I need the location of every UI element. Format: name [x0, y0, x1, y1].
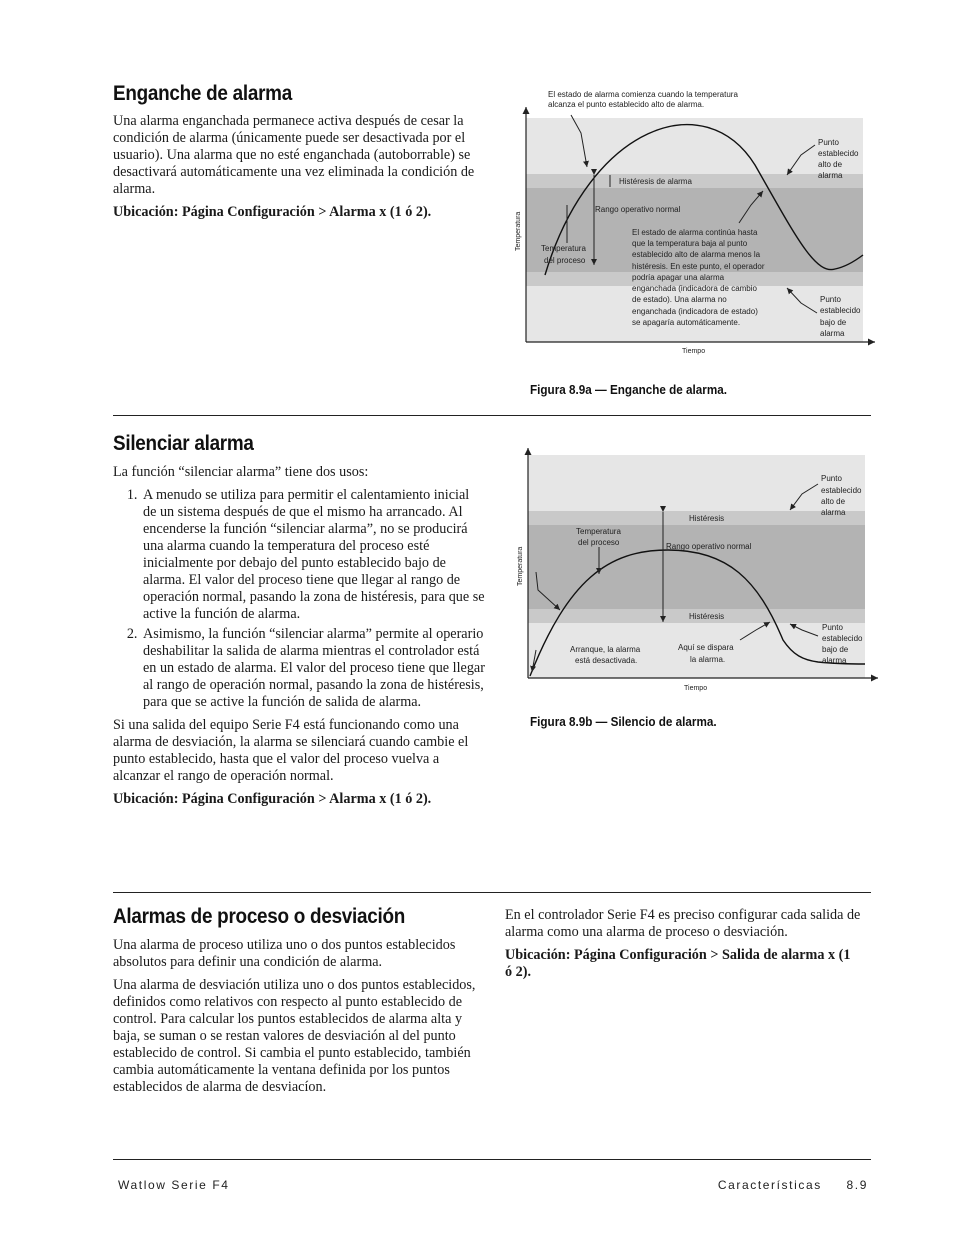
fig2-low-sp-1: Punto — [822, 623, 843, 632]
fig2-startup-2: está desactivada. — [575, 656, 638, 665]
fig2-y-label: Temperatura — [517, 546, 524, 586]
divider-1 — [113, 415, 871, 416]
fig1-high-sp-2: establecido — [818, 149, 859, 158]
fig1-high-sp-4: alarma — [818, 171, 843, 180]
footer-right: Características 8.9 — [717, 1178, 868, 1192]
fig1-process-temp-2: del proceso — [544, 256, 586, 265]
fig2-lower-hysteresis-label: Histéresis — [689, 612, 725, 621]
fig1-note-mid-9: se apagaría automáticamente. — [632, 318, 741, 327]
fig2-startup-1: Arranque, la alarma — [570, 645, 641, 654]
fig1-note-mid-8: enganchada (indicadora de estado) — [632, 307, 758, 316]
fig1-y-label: Temperatura — [515, 211, 522, 251]
fig1-note-mid-7: de estado). Una alarma no — [632, 295, 727, 304]
figure-silence-alarm — [508, 440, 886, 696]
fig2-high-sp-4: alarma — [821, 508, 846, 517]
section3-right-text — [505, 907, 861, 987]
figure2-caption: Figura 8.9b — Silencio de alarma. — [530, 714, 717, 729]
section-title-enganche: Enganche de alarma — [113, 82, 292, 105]
fig1-note-mid-3: establecido alto de alarma menos la — [632, 250, 761, 259]
fig2-process-temp-2: del proceso — [578, 538, 620, 547]
footer-left: Watlow Serie F4 — [118, 1178, 230, 1192]
fig1-low-sp-4: alarma — [820, 329, 845, 338]
fig2-high-sp-3: alto de — [821, 497, 846, 506]
fig1-hysteresis-band — [526, 174, 863, 188]
section2-body: Si una salida del equipo Serie F4 está funcionando como una alarma de desviación, la alarma se silenciará cuando cambie el punto establecido, hasta que el valor del proceso vuelva a alcanzar el rango de operación normal. — [113, 717, 469, 784]
section3-left-text — [113, 937, 478, 1102]
fig1-note-mid-1: El estado de alarma continúa hasta — [632, 228, 758, 237]
footer-divider — [113, 1159, 871, 1160]
fig1-x-label: Tiempo — [682, 348, 706, 355]
fig2-process-temp-1: Temperatura — [576, 527, 621, 536]
fig1-process-temp-1: Temperatura — [541, 244, 586, 253]
fig1-low-sp-1: Punto — [820, 295, 841, 304]
section3-location: Ubicación: Página Configuración > Salida de alarma x (1 ó 2). — [505, 947, 851, 980]
section2-list — [113, 487, 485, 711]
section1-location: Ubicación: Página Configuración > Alarma x (1 ó 2). — [113, 204, 432, 220]
fig1-high-sp-1: Punto — [818, 138, 839, 147]
fig2-trigger-2: la alarma. — [690, 655, 726, 664]
fig1-note-mid-4: histéresis. En este punto, el operador — [632, 262, 765, 271]
fig1-low-sp-2: establecido — [820, 306, 861, 315]
fig2-low-sp-4: alarma — [822, 656, 847, 665]
section2-text — [113, 464, 485, 814]
section3-p3: En el controlador Serie F4 es preciso configurar cada salida de alarma como una alarma de proceso o desviación. — [505, 907, 861, 940]
fig1-note-mid-6: enganchada (indicadora de cambio — [632, 284, 757, 293]
section3-p2: Una alarma de desviación utiliza uno o dos puntos establecidos, definidos como relativos con respecto al punto establecido de control. Para calcular los puntos establecidos de alarma alta y baja, se suman o se restan valores de desviación al del punto establecido de control. Si cambia el punto establecido, también cambia automáticamente la ventana definida por los puntos establecidos de alarma de desviacíon. — [113, 977, 476, 1095]
fig1-note-top-2: alcanza el punto establecido alto de alarma. — [548, 100, 705, 109]
section-title-silenciar: Silenciar alarma — [113, 432, 254, 455]
fig1-note-mid-5: podría apagar una alarma — [632, 273, 725, 282]
divider-2 — [113, 892, 871, 893]
section2-item-1: 1. A menudo se utiliza para permitir el calentamiento inicial de un sistema después de que el mismo ha arrancado. Al encenderse la función “silenciar alarma”, no se producirá una alarma cuando la temperatura del proceso esté inicialmente por debajo del punto establecido bajo de alarma. El valor del proceso tiene que llegar al rango de operación normal, pasando la zona de histéresis, para que se active la función de alarma. — [141, 487, 485, 623]
section1-text — [113, 113, 478, 227]
section3-p1: Una alarma de proceso utiliza uno o dos puntos establecidos absolutos para definir una condición de alarma. — [113, 937, 456, 970]
fig1-low-sp-3: bajo de — [820, 318, 847, 327]
fig2-normal-range-label: Rango operativo normal — [666, 542, 752, 551]
section2-location: Ubicación: Página Configuración > Alarma x (1 ó 2). — [113, 791, 432, 807]
section1-body: Una alarma enganchada permanece activa después de cesar la condición de alarma (únicamente puede ser desactivada por el usuario). Una alarma que no esté enganchada (autoborrable) se desactivará automáticamente una vez eliminada la condición de alarma. — [113, 113, 475, 197]
fig1-normal-range-label: Rango operativo normal — [595, 205, 681, 214]
fig2-low-sp-2: establecido — [822, 634, 863, 643]
fig2-upper-hysteresis-label: Histéresis — [689, 514, 725, 523]
fig1-high-sp-3: alto de — [818, 160, 843, 169]
section2-item-2: 2. Asimismo, la función “silenciar alarma” permite al operario deshabilitar la salida de alarma mientras el controlador está en un estado de alarma. El valor del proceso tiene que llegar al rango de operación normal, pasando la zona de histéresis, para que se active la función de salida de alarma. — [141, 626, 485, 711]
fig1-note-top-1: El estado de alarma comienza cuando la temperatura — [548, 90, 738, 99]
fig2-high-sp-1: Punto — [821, 474, 842, 483]
fig2-x-label: Tiempo — [684, 685, 708, 692]
figure-latching-alarm — [505, 85, 885, 360]
fig1-hysteresis-label: Histéresis de alarma — [619, 177, 692, 186]
fig2-low-sp-3: bajo de — [822, 645, 849, 654]
fig2-high-sp-2: establecido — [821, 486, 862, 495]
figure1-caption: Figura 8.9a — Enganche de alarma. — [530, 382, 728, 397]
fig2-trigger-1: Aquí se dispara — [678, 643, 734, 652]
fig1-note-mid-2: que la temperatura baja al punto — [632, 239, 748, 248]
section-title-proceso-desviacion: Alarmas de proceso o desviación — [113, 905, 406, 928]
section2-intro: La función “silenciar alarma” tiene dos usos: — [113, 464, 369, 480]
